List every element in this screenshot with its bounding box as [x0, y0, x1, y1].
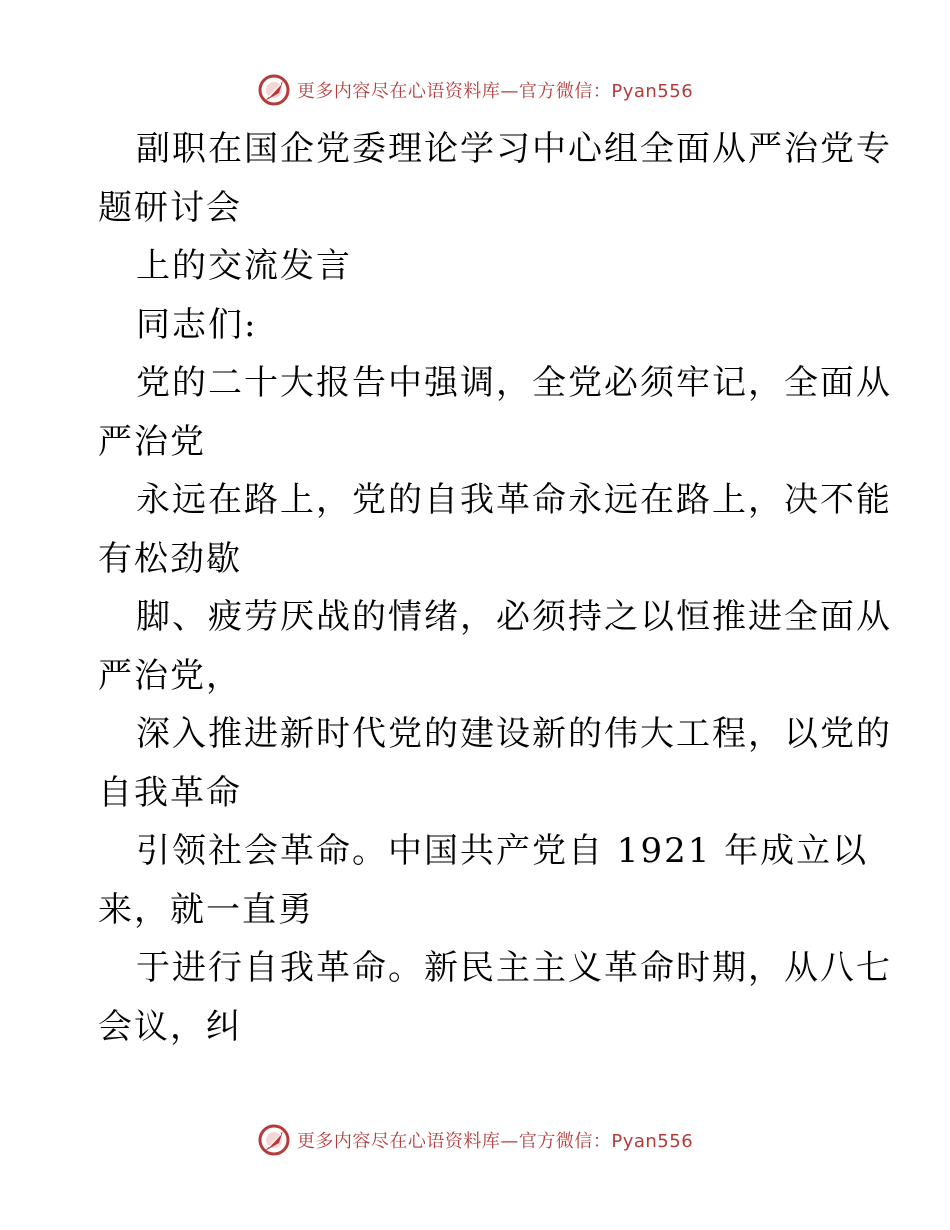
paragraph-line: 会议，纠: [98, 1006, 242, 1047]
paragraph-line: 题研讨会: [98, 187, 242, 228]
paragraph-line: 党的二十大报告中强调，全党必须牢记，全面从: [136, 363, 892, 403]
quill-logo-icon: [257, 1123, 291, 1157]
footer-watermark: [0, 1120, 950, 1160]
watermark-text: 更多内容尽在心语资料库—官方微信：Pyan556: [296, 1131, 694, 1152]
paragraph-line: 引领社会革命。中国共产党自 1921 年成立以: [136, 831, 869, 871]
paragraph-line: 上的交流发言: [136, 246, 352, 286]
watermark-text: 更多内容尽在心语资料库—官方微信：Pyan556: [296, 81, 694, 102]
paragraph-line: 来，就一直勇: [98, 889, 314, 930]
paragraph-line: 严治党，: [98, 655, 242, 696]
paragraph-line: 严治党: [98, 421, 206, 462]
paragraph-line: 深入推进新时代党的建设新的伟大工程，以党的: [136, 714, 892, 754]
paragraph-line: 副职在国企党委理论学习中心组全面从严治党专: [136, 129, 892, 169]
header-watermark: [0, 70, 950, 110]
paragraph-line: 有松劲歇: [98, 538, 242, 579]
paragraph-line: 同志们:: [136, 304, 258, 345]
paragraph-line: 于进行自我革命。新民主主义革命时期，从八七: [136, 948, 892, 988]
document-body: [98, 120, 892, 1056]
quill-logo-icon: [257, 73, 291, 107]
paragraph-line: 脚、疲劳厌战的情绪，必须持之以恒推进全面从: [136, 597, 892, 637]
paragraph-line: 永远在路上，党的自我革命永远在路上，决不能: [136, 480, 892, 520]
paragraph-line: 自我革命: [98, 772, 242, 813]
